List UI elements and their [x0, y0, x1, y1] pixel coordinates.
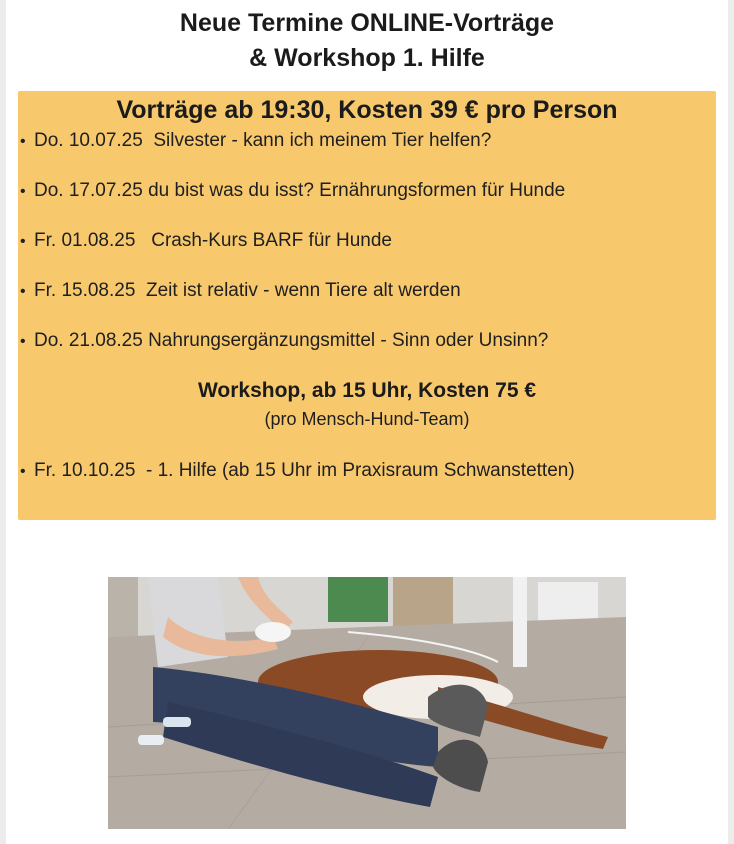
bullet: • [20, 233, 26, 250]
lecture-item-text: Fr. 01.08.25 Crash-Kurs BARF für Hunde [34, 230, 392, 251]
title-line-2: & Workshop 1. Hilfe [249, 44, 485, 72]
flyer-page [6, 0, 728, 844]
lecture-item [18, 129, 491, 154]
bullet: • [20, 463, 26, 480]
events-box [18, 91, 716, 520]
lecture-item [18, 179, 565, 204]
page-title [6, 6, 728, 76]
bullet: • [20, 283, 26, 300]
lecture-item-text: Do. 10.07.25 Silvester - kann ich meinem Tier helfen? [34, 130, 492, 151]
workshop-heading: Workshop, ab 15 Uhr, Kosten 75 € [197, 379, 537, 402]
lectures-heading: Vorträge ab 19:30, Kosten 39 € pro Person [116, 96, 618, 124]
lecture-item-text: Do. 21.08.25 Nahrungsergänzungsmittel - Sinn oder Unsinn? [34, 330, 549, 351]
photo-illustration [108, 577, 626, 829]
workshop-item [18, 459, 575, 484]
workshop-subheading: (pro Mensch-Hund-Team) [264, 409, 470, 429]
title-line-1: Neue Termine ONLINE-Vorträge [179, 9, 555, 37]
lecture-item [18, 229, 392, 254]
lecture-item [18, 329, 548, 354]
first-aid-photo [108, 577, 626, 829]
workshop-item-text: Fr. 10.10.25 - 1. Hilfe (ab 15 Uhr im Praxisraum Schwanstetten) [34, 460, 575, 481]
bullet: • [20, 183, 26, 200]
lecture-item-text: Fr. 15.08.25 Zeit ist relativ - wenn Tiere alt werden [34, 280, 461, 301]
bullet: • [20, 133, 26, 150]
lecture-item-text: Do. 17.07.25 du bist was du isst? Ernährungsformen für Hunde [34, 180, 566, 201]
lecture-item [18, 279, 461, 304]
bullet: • [20, 333, 26, 350]
